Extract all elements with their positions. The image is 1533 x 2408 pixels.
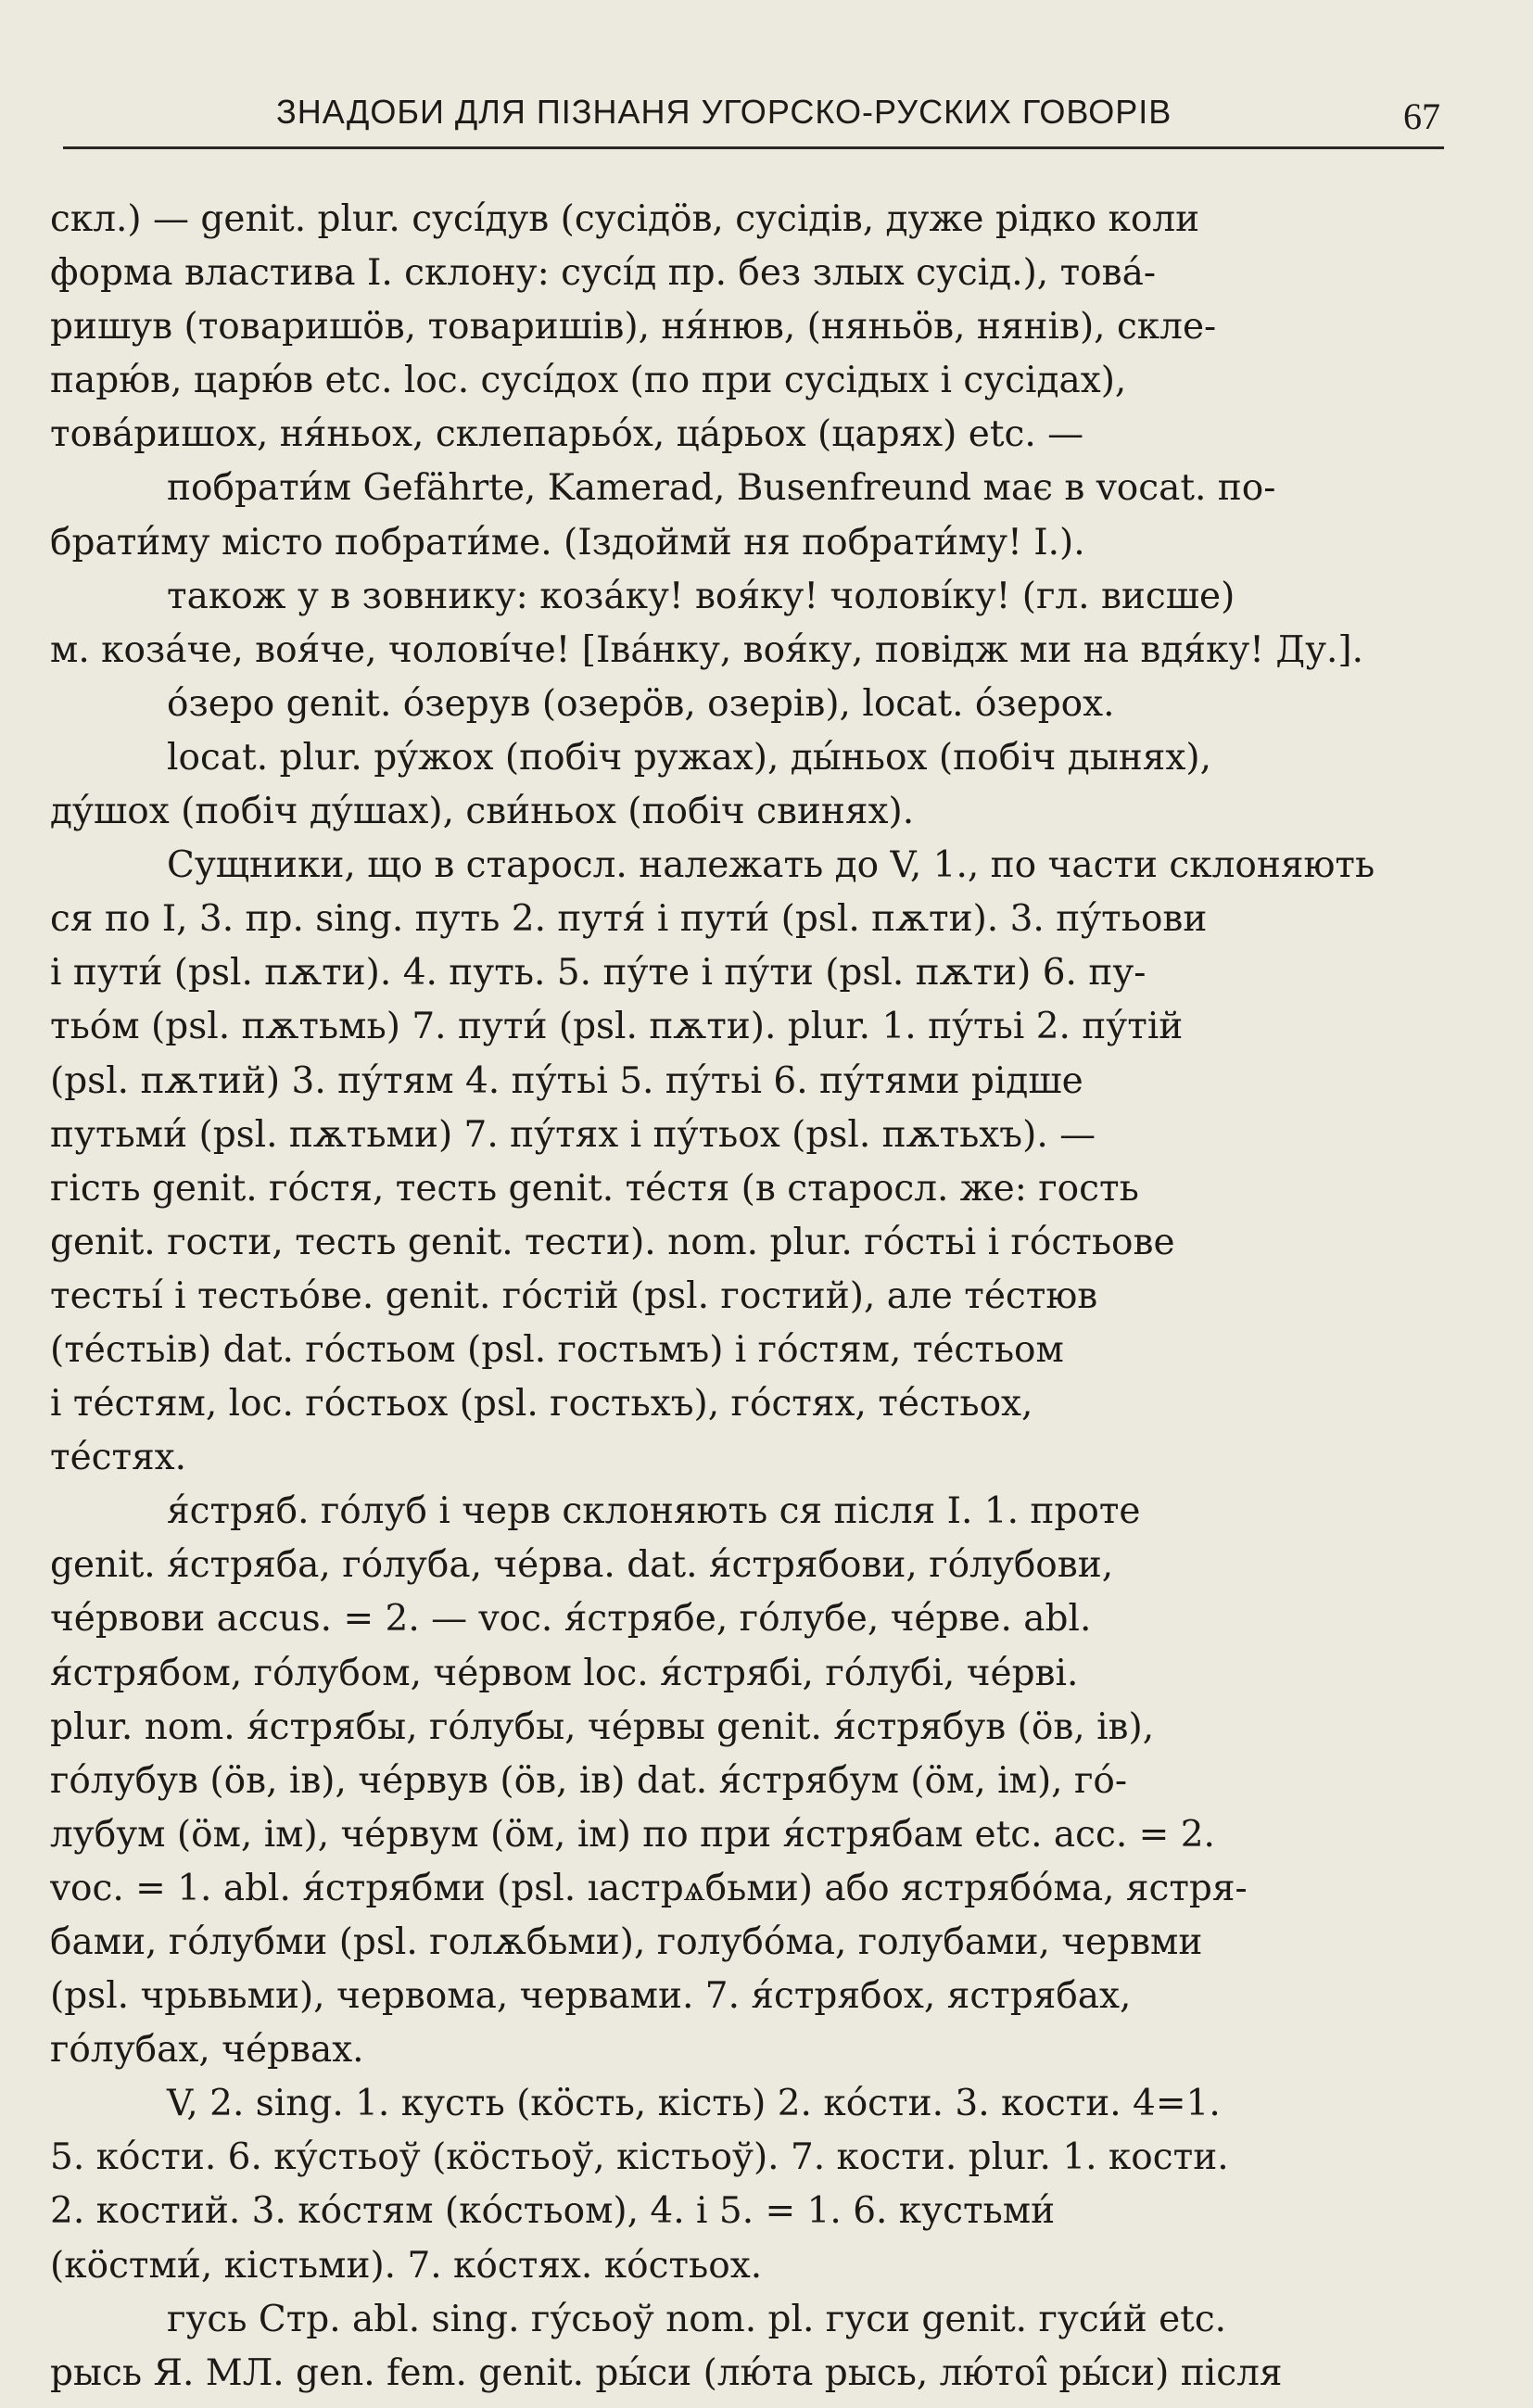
text-line: го́лубув (öв, ів), че́рвув (öв, ів) dat. я́стрябум (öм, ім), го́- bbox=[50, 1759, 1128, 1802]
text-line: м. коза́че, воя́че, чолові́че! [Іва́нку, воя́ку, повідж ми на вдя́ку! Ду.]. bbox=[50, 628, 1364, 671]
text-line: побрати́м Gefährte, Kamerad, Busenfreund має в vocat. по- bbox=[167, 467, 1276, 510]
text-line: і те́стям, loc. го́стьох (psl. гостьхъ), го́стях, те́стьох, bbox=[50, 1383, 1033, 1426]
text-line: парю́в, царю́в etc. loc. сусі́дох (по при сусідых і сусідах), bbox=[50, 360, 1127, 402]
body-text bbox=[50, 193, 1433, 2401]
text-line: скл.) — genit. plur. сусі́дув (сусідöв, сусідів, дуже рідко коли bbox=[50, 198, 1200, 240]
running-title: ЗНАДОБИ ДЛЯ ПІЗНАНЯ УГОРСКО-РУСКИХ ГОВОРІВ bbox=[276, 93, 1172, 131]
text-line: ришув (товаришöв, товаришів), ня́нюв, (няньöв, нянів), скле- bbox=[50, 306, 1217, 349]
text-line: (те́стьів) dat. го́стьом (psl. гостьмъ) і го́стям, те́стьом bbox=[50, 1328, 1064, 1371]
text-line: гість genit. го́стя, тесть genit. те́стя (в старосл. же: гость bbox=[50, 1167, 1139, 1210]
text-line: го́лубах, че́рвах. bbox=[50, 2029, 364, 2072]
text-line: че́рвови accus. = 2. — voc. я́стрябе, го́лубе, че́рве. abl. bbox=[50, 1598, 1092, 1641]
text-line: також у в зовнику: коза́ку! воя́ку! чолові́ку! (гл. висше) bbox=[167, 575, 1235, 617]
text-line: брати́му місто побрати́ме. (Іздоймй ня побрати́му! І.). bbox=[50, 521, 1085, 564]
text-line: лубум (öм, ім), че́рвум (öм, ім) по при я́стрябам etc. acc. = 2. bbox=[50, 1813, 1215, 1856]
text-line: форма властива І. склону: сусі́д пр. без злых сусід.), това́- bbox=[50, 252, 1157, 295]
text-line: genit. гости, тесть genit. тести). nom. plur. го́стьі і го́стьове bbox=[50, 1221, 1175, 1263]
text-line: ся по І, 3. пр. sing. путь 2. путя́ і пути́ (psl. пѫти). 3. пу́тьови bbox=[50, 898, 1208, 941]
text-line: путьми́ (psl. пѫтьми) 7. пу́тях і пу́тьох (psl. пѫтьхъ). — bbox=[50, 1113, 1096, 1156]
text-line: (кöстми́, кістьми). 7. ко́стях. ко́стьох. bbox=[50, 2244, 763, 2287]
text-line: тьо́м (psl. пѫтьмь) 7. пути́ (psl. пѫти). plur. 1. пу́тьі 2. пу́тій bbox=[50, 1006, 1184, 1048]
text-line: (psl. чрьвьми), червома, червами. 7. я́стрябох, ястрябах, bbox=[50, 1975, 1132, 2018]
text-line: те́стях. bbox=[50, 1437, 187, 1479]
text-line: я́стрябом, го́лубом, че́рвом loc. я́стрябі, го́лубі, че́рві. bbox=[50, 1652, 1079, 1694]
text-line: тестьі́ і тестьо́ве. genit. го́стій (psl. гостий), але те́стюв bbox=[50, 1274, 1098, 1317]
text-line: гусь Стр. abl. sing. гу́сьоў nom. pl. гуси genit. гуси́й etc. bbox=[167, 2298, 1227, 2340]
text-line: plur. nom. я́стрябы, го́лубы, че́рвы genit. я́стрябув (öв, ів), bbox=[50, 1705, 1155, 1748]
text-line: Сущники, що в старосл. належать до V, 1., по части склоняють bbox=[167, 844, 1375, 887]
text-line: V, 2. sing. 1. кусть (кöсть, кість) 2. ко́сти. 3. кости. 4=1. bbox=[167, 2083, 1221, 2125]
text-line: 2. костий. 3. ко́стям (ко́стьом), 4. і 5. = 1. 6. кустьми́ bbox=[50, 2190, 1056, 2233]
text-line: 5. ко́сти. 6. ку́стьоў (кöстьоў, кістьоў). 7. кости. plur. 1. кости. bbox=[50, 2136, 1229, 2179]
text-line: locat. plur. ру́жох (побіч ружах), ды́ньох (побіч дынях), bbox=[167, 736, 1211, 779]
text-line: genit. я́стряба, го́луба, че́рва. dat. я́стрябови, го́лубови, bbox=[50, 1544, 1114, 1587]
page-header bbox=[63, 82, 1444, 149]
text-line: (psl. пѫтий) 3. пу́тям 4. пу́тьі 5. пу́тьі 6. пу́тями рідше bbox=[50, 1059, 1083, 1102]
text-line: voc. = 1. abl. я́стрябми (psl. ıастрѧбьми) або ястрябо́ма, ястря- bbox=[50, 1867, 1248, 1909]
text-line: бами, го́лубми (psl. голѫбьми), голубо́ма, голубами, червми bbox=[50, 1921, 1203, 1963]
text-line: я́стряб. го́луб і черв склоняють ся після І. 1. проте bbox=[167, 1490, 1141, 1533]
text-line: о́зеро genit. о́зерув (озерöв, озерів), locat. о́зерох. bbox=[167, 682, 1115, 725]
page-number: 67 bbox=[1403, 95, 1440, 137]
text-line: рысь Я. МЛ. gen. fem. genit. ры́си (лю́та рысь, лю́тоі̂ ры́си) після bbox=[50, 2351, 1283, 2394]
text-line: това́ришох, ня́ньох, склепарьо́х, ца́рьох (царях) etc. — bbox=[50, 413, 1084, 456]
text-line: і пути́ (psl. пѫти). 4. путь. 5. пу́те і пу́ти (psl. пѫти) 6. пу- bbox=[50, 952, 1147, 995]
text-line: ду́шох (побіч ду́шах), сви́ньох (побіч свинях). bbox=[50, 791, 915, 833]
